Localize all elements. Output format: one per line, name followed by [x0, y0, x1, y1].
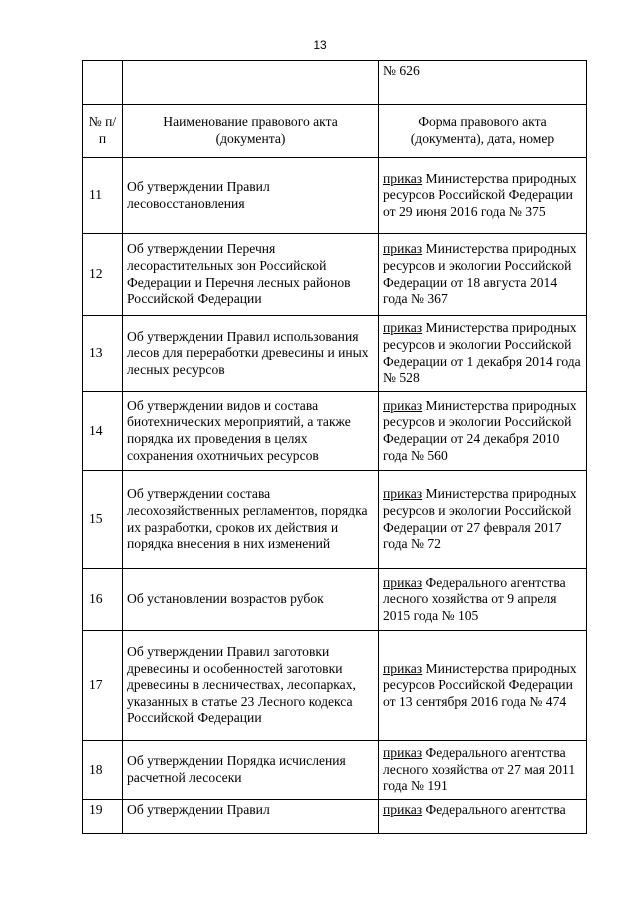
header-name: Наименование правового акта (документа)	[123, 105, 379, 158]
header-num: № п/п	[83, 105, 123, 158]
act-type-link[interactable]: приказ	[383, 660, 423, 676]
cell-num: 14	[83, 392, 123, 471]
cell-form	[379, 569, 587, 631]
cell-num: 17	[83, 631, 123, 741]
act-details: Федерального агентства	[422, 802, 566, 817]
cell-name: Об утверждении видов и состава биотехнических мероприятий, а также порядка их проведения в целях сохранения охотничьих ресурсов	[123, 392, 379, 471]
header-form: Форма правового акта (документа), дата, номер	[379, 105, 587, 158]
cell-name: Об утверждении Порядка исчисления расчетной лесосеки	[123, 741, 379, 800]
act-details: Министерства природных ресурсов Российской Федерации от 29 июня 2016 года № 375	[383, 170, 577, 219]
table-row	[83, 234, 587, 316]
cell-name: Об утверждении Правил заготовки древесины и особенностей заготовки древесины в лесничествах, лесопарках, указанных в статье 23 Лесного кодекса Российской Федерации	[123, 631, 379, 741]
cell-num: 19	[83, 800, 123, 834]
cell-form	[379, 392, 587, 471]
act-details: Федерального агентства лесного хозяйства от 9 апреля 2015 года № 105	[383, 574, 566, 623]
table-row	[83, 392, 587, 471]
cell-num: 16	[83, 569, 123, 631]
cell-num: 11	[83, 158, 123, 234]
table-row	[83, 569, 587, 631]
cell-form	[379, 316, 587, 392]
cell-name	[123, 61, 379, 105]
act-type-link[interactable]: приказ	[383, 802, 423, 817]
act-type-link[interactable]: приказ	[383, 574, 423, 590]
act-type-link[interactable]: приказ	[383, 320, 423, 336]
cell-name: Об утверждении состава лесохозяйственных регламентов, порядка их разработки, сроков их действия и порядка внесения в них изменений	[123, 471, 379, 569]
act-details: Министерства природных ресурсов и экологии Российской Федерации от 27 февраля 2017 года № 72	[383, 486, 577, 552]
cell-form	[379, 158, 587, 234]
cell-name: Об утверждении Правил лесовосстановления	[123, 158, 379, 234]
table-header-row	[83, 105, 587, 158]
cell-name: Об утверждении Перечня лесорастительных зон Российской Федерации и Перечня лесных районов Российской Федерации	[123, 234, 379, 316]
table-row	[83, 631, 587, 741]
cell-num: 18	[83, 741, 123, 800]
cell-form	[379, 631, 587, 741]
cell-num: 15	[83, 471, 123, 569]
cell-num: 12	[83, 234, 123, 316]
act-type-link[interactable]: приказ	[383, 745, 423, 761]
cell-num	[83, 61, 123, 105]
act-details: Федерального агентства лесного хозяйства от 27 мая 2011 года № 191	[383, 745, 576, 794]
table-row	[83, 316, 587, 392]
cell-name: Об установлении возрастов рубок	[123, 569, 379, 631]
cell-num: 13	[83, 316, 123, 392]
cell-name: Об утверждении Правил	[123, 800, 379, 834]
table-row-carryover	[83, 61, 587, 105]
act-type-link[interactable]: приказ	[383, 241, 423, 257]
table-row	[83, 800, 587, 834]
act-type-link[interactable]: приказ	[383, 170, 423, 186]
cell-form: № 626	[379, 61, 587, 105]
table-row	[83, 158, 587, 234]
cell-form	[379, 234, 587, 316]
act-type-link[interactable]: приказ	[383, 397, 423, 413]
act-details: Министерства природных ресурсов и экологии Российской Федерации от 1 декабря 2014 года № 528	[383, 320, 581, 386]
act-details: Министерства природных ресурсов и экологии Российской Федерации от 18 августа 2014 года № 367	[383, 241, 577, 307]
table-row	[83, 471, 587, 569]
cell-form	[379, 800, 587, 834]
page-number: 13	[313, 38, 327, 52]
cell-name: Об утверждении Правил использования лесов для переработки древесины и иных лесных ресурсов	[123, 316, 379, 392]
cell-form	[379, 741, 587, 800]
legal-acts-table	[82, 60, 587, 834]
act-details: Министерства природных ресурсов и экологии Российской Федерации от 24 декабря 2010 года № 560	[383, 397, 577, 463]
act-type-link[interactable]: приказ	[383, 486, 423, 502]
cell-form	[379, 471, 587, 569]
table-row	[83, 741, 587, 800]
act-details: Министерства природных ресурсов Российской Федерации от 13 сентября 2016 года № 474	[383, 660, 577, 709]
